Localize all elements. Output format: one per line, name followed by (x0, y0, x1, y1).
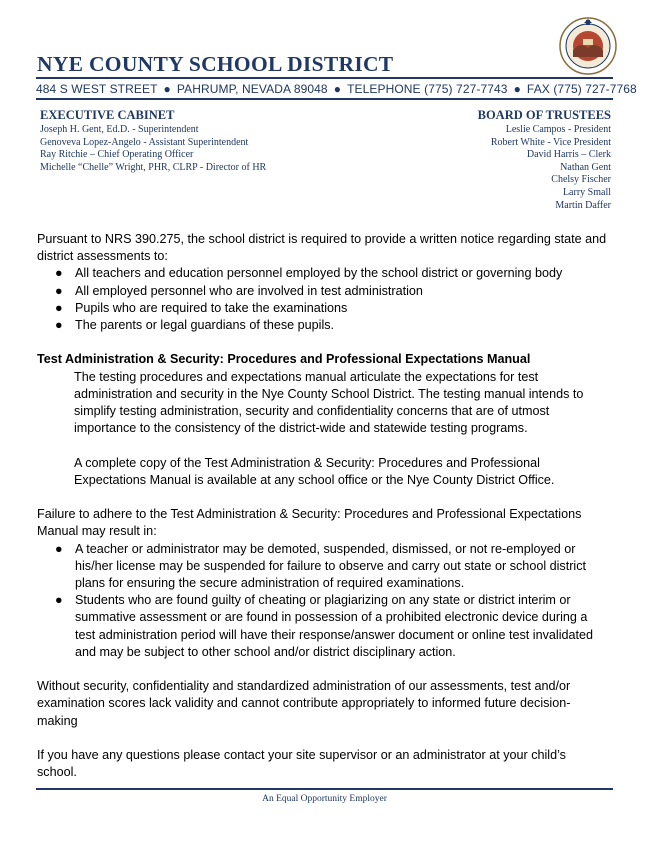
address-fax: FAX (775) 727-7768 (526, 82, 637, 96)
footer-rule (36, 788, 613, 790)
list-item-text: The parents or legal guardians of these pupils. (75, 318, 335, 333)
board-of-trustees (478, 108, 611, 212)
list-item (37, 265, 607, 282)
bullet-icon: ● (55, 266, 63, 281)
list-item (37, 317, 607, 334)
bullet-icon: ● (55, 593, 63, 608)
list-item-text: A teacher or administrator may be demoted, suspended, dismissed, or not re-employed or his/her license may be suspended for failure to observe and carry out state or school district plans for ensuring the secure administration of required examinations. (75, 541, 587, 591)
manual-availability-paragraph: A complete copy of the Test Administration & Security: Procedures and Professional Expectations Manual is available at any school office or the Nye County District Office. (74, 455, 555, 487)
trustee-member: Larry Small (562, 186, 611, 198)
list-item (37, 300, 607, 317)
separator-dot: ● (333, 82, 342, 96)
separator-dot: ● (513, 82, 521, 96)
manual-paragraph: The testing procedures and expectations manual articulate the expectations for test administration and security in the Nye County School District. The testing manual intends to simplify testing administration, security and confidentiality concerns that are of utmost importance to the consistency of the district-wide and statewide testing programs. (74, 369, 584, 436)
cabinet-member: Michelle “Chelle” Wright, PHR, CLRP - Director of HR (40, 161, 267, 173)
district-title: NYE COUNTY SCHOOL DISTRICT (37, 52, 394, 76)
manual-heading: Test Administration & Security: Procedures and Professional Expectations Manual (37, 352, 531, 367)
separator-dot: ● (163, 82, 171, 96)
trustee-member: Nathan Gent (560, 161, 611, 173)
trustees-heading: BOARD OF TRUSTEES (477, 108, 611, 122)
bullet-icon: ● (55, 300, 63, 315)
notice-body (37, 231, 607, 781)
list-item-text: All teachers and education personnel employed by the school district or governing body (75, 266, 563, 281)
address-city: PAHRUMP, NEVADA 89048 (176, 82, 328, 96)
list-item (37, 541, 607, 593)
list-item-text: Students who are found guilty of cheating or plagiarizing on any state or district interim or summative assessment or are found in possession of a prohibited electronic device during a test administration period will have their response/answer document or online test invalidated and may be subject to other school and/or district disciplinary action. (75, 593, 594, 659)
intro-list (37, 265, 607, 334)
bullet-icon: ● (55, 283, 63, 298)
trustee-member: Leslie Campos - President (505, 124, 611, 135)
security-paragraph: Without security, confidentiality and standardized administration of our assessments, test and/or examination scores lack validity and cannot contribute appropriately to informed future decision-making (37, 679, 571, 728)
trustee-member: Chelsy Fischer (551, 174, 611, 186)
intro-paragraph: Pursuant to NRS 390.275, the school district is required to provide a written notice regarding state and district assessments to: (37, 232, 607, 264)
contact-paragraph: If you have any questions please contact your site supervisor or an administrator at your child’s school. (37, 748, 566, 780)
address-line (36, 82, 637, 96)
footer-text: An Equal Opportunity Employer (262, 794, 387, 804)
bullet-icon: ● (55, 541, 63, 556)
cabinet-member: Genoveva Lopez-Angelo - Assistant Superintendent (40, 136, 249, 148)
failure-intro-paragraph: Failure to adhere to the Test Administration & Security: Procedures and Professional Expectations Manual may result in: (37, 507, 582, 539)
list-item (37, 283, 607, 300)
header-rule-top (36, 77, 613, 79)
district-seal-icon (559, 17, 617, 75)
cabinet-member: Ray Ritchie – Chief Operating Officer (40, 149, 194, 161)
address-street: 484 S WEST STREET (36, 82, 158, 96)
executive-cabinet (40, 108, 266, 174)
cabinet-member: Joseph H. Gent, Ed.D. - Superintendent (40, 124, 199, 135)
address-telephone: TELEPHONE (775) 727-7743 (347, 82, 508, 96)
trustee-member: David Harris – Clerk (526, 149, 611, 161)
list-item-text: All employed personnel who are involved in test administration (75, 283, 423, 298)
list-item (37, 592, 607, 661)
list-item-text: Pupils who are required to take the examinations (75, 300, 348, 315)
trustee-member: Robert White - Vice President (490, 136, 611, 148)
cabinet-heading: EXECUTIVE CABINET (40, 108, 175, 122)
header-rule-bottom (36, 98, 613, 100)
bullet-icon: ● (55, 318, 63, 333)
consequences-list (37, 541, 607, 661)
trustee-member: Martin Daffer (555, 199, 611, 211)
